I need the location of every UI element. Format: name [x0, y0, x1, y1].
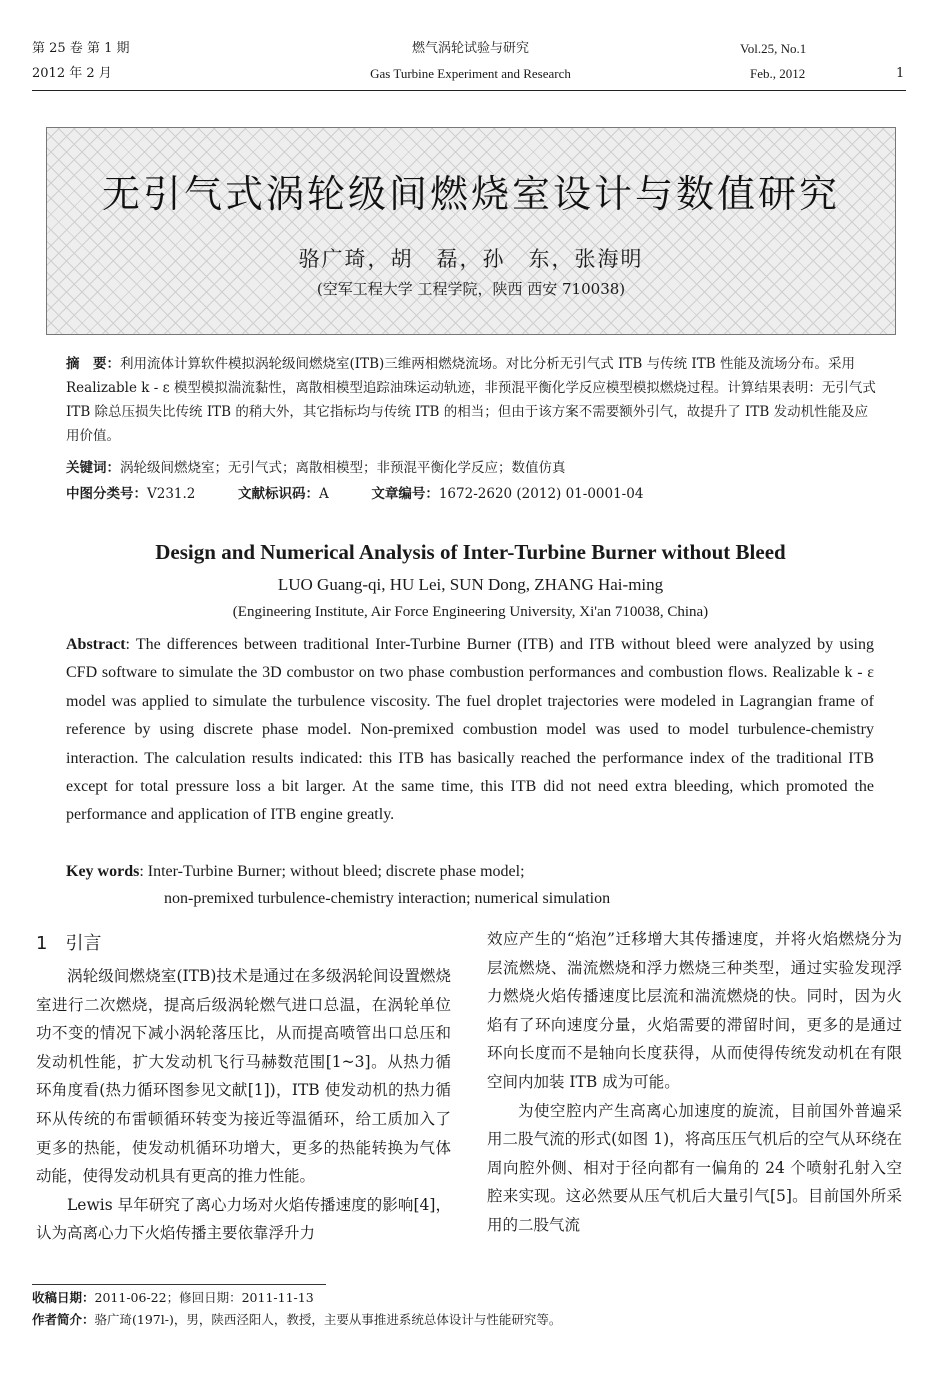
keywords-cn-text: 涡轮级间燃烧室；无引气式；离散相模型；非预混平衡化学反应；数值仿真: [120, 460, 566, 476]
date-en: Feb., 2012: [750, 66, 806, 81]
journal-name-cn: 燃气涡轮试验与研究: [411, 41, 529, 56]
author-bio-text: 骆广琦(197l-)，男，陕西泾阳人，教授，主要从事推进系统总体设计与性能研究等。: [94, 1312, 562, 1327]
keywords-en-line1: : Inter-Turbine Burner; without bleed; discrete phase model;: [139, 863, 525, 880]
abstract-cn: [66, 352, 876, 448]
author-bio-label: 作者简介：: [32, 1312, 95, 1327]
abstract-cn-text: 利用流体计算软件模拟涡轮级间燃烧室(ITB)三维两相燃烧流场。对比分析无引气式 ITB 与传统 ITB 性能及流场分布。采用 Realizable k - ε 模型模拟湍流黏性，离散相模型追踪油珠运动轨迹，非预混平衡化学反应模型模拟燃烧过程。计算结果表明：无引气式 ITB 除总压损失比传统 ITB 的稍大外，其它指标均与传统 ITB 的相当；但由于该方案不需要额外引气，故提升了 ITB 发动机性能及应用价值。: [66, 356, 876, 444]
intro-paragraph-2: Lewis 早年研究了离心力场对火焰传播速度的影响[4]，认为高离心力下火焰传播主要依靠浮升力: [36, 1195, 451, 1243]
article-number-value: 1672-2620 (2012) 01-0001-04: [438, 486, 644, 502]
abstract-en: [66, 631, 874, 830]
article-number-label: 文章编号：: [371, 486, 439, 502]
affiliation-cn: (空军工程大学 工程学院，陕西 西安 710038): [316, 280, 626, 298]
keywords-en-label: Key words: [66, 863, 140, 880]
received-label: 收稿日期：: [32, 1290, 95, 1305]
intro-paragraph-1: 涡轮级间燃烧室(ITB)技术是通过在多级涡轮间设置燃烧室进行二次燃烧，提高后级涡轮燃气进口总温，在涡轮单位功不变的情况下减小涡轮落压比，从而提高喷管出口总压和发动机性能，扩大发动机飞行马赫数范围[1~3]。从热力循环角度看(热力循环图参见文献[1])，ITB 使发动机的热力循环从传统的布雷顿循环转变为接近等温循环，给工质加入了更多的热能，使发动机循环功增大，更多的热能转换为气体动能，使得发动机具有更高的推力性能。: [36, 967, 451, 1186]
title-en: Design and Numerical Analysis of Inter-Turbine Burner without Bleed: [155, 540, 786, 564]
volume-issue-cn: 第 25 卷 第 1 期: [32, 41, 130, 56]
keywords-cn-label: 关键词：: [66, 460, 120, 476]
clc-value: V231.2: [147, 486, 196, 502]
doc-code-label: 文献标识码：: [238, 486, 319, 502]
right-paragraph-1: 效应产生的“焰泡”迁移增大其传播速度，并将火焰燃烧分为层流燃烧、湍流燃烧和浮力燃烧三种类型，通过实验发现浮力燃烧火焰传播速度比层流和湍流燃烧的快。同时，因为火焰有了环向速度分量，火焰需要的滞留时间，更多的是通过环向长度而不是轴向长度获得，从而使得传统发动机在有限空间内加装 ITB 成为可能。: [487, 930, 902, 1091]
date-cn: 2012 年 2 月: [32, 66, 112, 81]
footnote-rule: [32, 1284, 326, 1285]
section-1-heading: 1 引言: [36, 933, 102, 954]
author-bio: [32, 1312, 561, 1328]
received-date: [32, 1290, 314, 1306]
affiliation-en: (Engineering Institute, Air Force Engineering University, Xi'an 710038, China): [232, 604, 709, 620]
header-rule: [32, 90, 906, 91]
title-banner: [46, 127, 896, 335]
authors-en: LUO Guang-qi, HU Lei, SUN Dong, ZHANG Hai-ming: [277, 575, 664, 594]
abstract-cn-label: 摘 要：: [66, 356, 120, 372]
authors-cn: 骆广琦，胡 磊，孙 东，张海明: [298, 247, 644, 271]
volume-issue-en: Vol.25, No.1: [740, 41, 807, 56]
abstract-en-label: Abstract: [66, 636, 126, 653]
keywords-en: [66, 858, 874, 912]
title-cn: 无引气式涡轮级间燃烧室设计与数值研究: [101, 172, 840, 216]
left-column: [36, 962, 451, 1248]
keywords-en-line2: non-premixed turbulence-chemistry interaction; numerical simulation: [164, 890, 611, 907]
right-column: [487, 925, 902, 1240]
classification-line: [66, 482, 876, 506]
keywords-cn: [66, 456, 876, 480]
doc-code-value: A: [319, 486, 329, 502]
right-paragraph-2: 为使空腔内产生高离心加速度的旋流，目前国外普遍采用二股气流的形式(如图 1)，将高压压气机后的空气从环绕在周向腔外侧、相对于径向都有一偏角的 24 个喷射孔射入空腔来实现。这必然要从压气机后大量引气[5]。目前国外所采用的二股气流: [487, 1101, 902, 1234]
page-number: 1: [896, 66, 905, 81]
received-value: 2011-06-22；修回日期：2011-11-13: [94, 1290, 314, 1305]
clc-label: 中图分类号：: [66, 486, 147, 502]
journal-name-en: Gas Turbine Experiment and Research: [370, 66, 571, 81]
abstract-en-text: : The differences between traditional Inter-Turbine Burner (ITB) and ITB without bleed were analyzed by using CFD software to simulate the 3D combustor on two phase combustion performances and combustion flows. Realizable k - ε model was applied to simulate the turbulence viscosity. The fuel droplet trajectories were modeled in Lagrangian frame of reference by using discrete phase model. Non-premixed combustion model was used to model turbulence-chemistry interaction. The calculation results indicated: this ITB has basically reached the performance index of the traditional ITB except for total pressure loss a bit larger. At the same time, this ITB did not need extra bleeding, which promoted the performance and application of ITB engine greatly.: [66, 636, 874, 824]
